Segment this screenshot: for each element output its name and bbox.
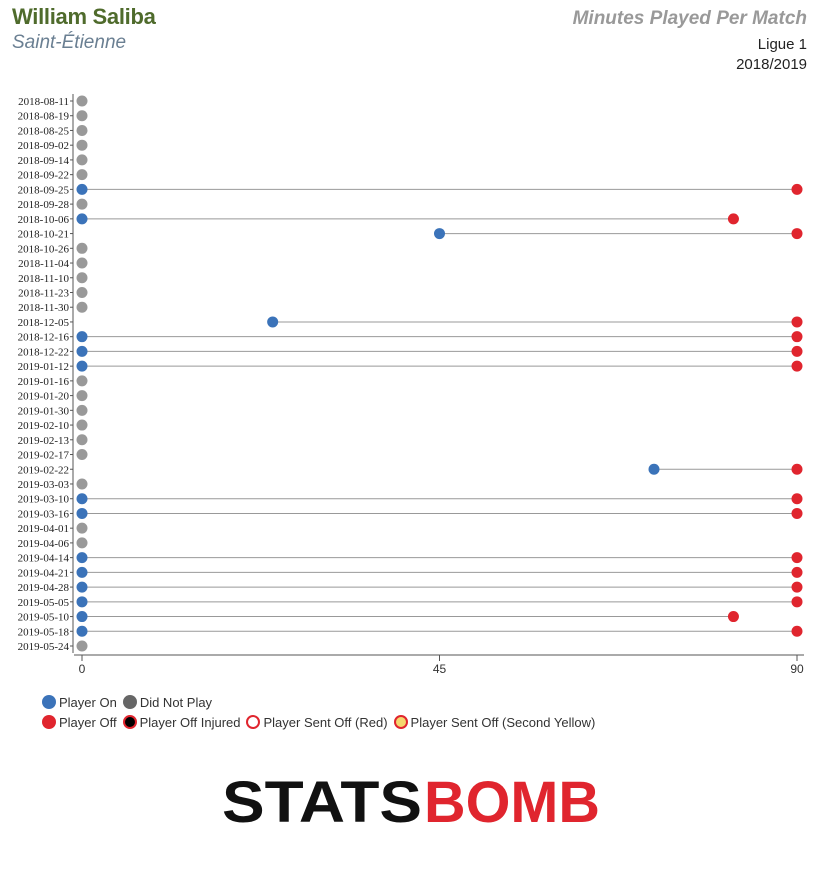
y-tick-label: 2018-11-23	[18, 287, 69, 300]
did-not-play-point	[77, 449, 88, 460]
player-off-point	[792, 508, 803, 519]
y-tick-label: 2019-05-18	[17, 626, 69, 639]
statsbomb-logo	[222, 772, 602, 828]
player-off-point	[792, 567, 803, 578]
did-not-play-point	[77, 478, 88, 489]
player-on-point	[77, 596, 88, 607]
y-tick-label: 2019-04-06	[17, 537, 69, 550]
player-on-point	[77, 213, 88, 224]
y-tick-label: 2019-02-13	[17, 434, 69, 447]
y-tick-label: 2018-12-05	[17, 316, 69, 329]
y-tick-label: 2019-03-16	[17, 508, 69, 521]
player-on-point	[77, 361, 88, 372]
did-not-play-point	[77, 641, 88, 652]
player-off-point	[792, 228, 803, 239]
y-tick-label: 2019-05-10	[17, 611, 69, 624]
y-tick-label: 2018-12-16	[17, 331, 69, 344]
y-tick-label: 2019-03-03	[17, 478, 69, 491]
legend-item-did-not-play	[123, 695, 212, 710]
player-on-point	[434, 228, 445, 239]
legend-label: Player On	[59, 694, 117, 710]
did-not-play-point	[77, 420, 88, 431]
player-on-point	[77, 493, 88, 504]
legend-label: Did Not Play	[139, 694, 213, 710]
team-name: Saint-Étienne	[12, 32, 127, 53]
player-off-point	[792, 493, 803, 504]
legend-item-sent-off-second-yellow	[394, 715, 596, 730]
y-tick-label: 2018-10-26	[17, 243, 69, 256]
player-off-swatch-icon	[42, 715, 56, 729]
sent-off-second-yellow-swatch-icon	[394, 715, 408, 729]
did-not-play-point	[77, 405, 88, 416]
legend-item-player-off-injured	[123, 715, 241, 730]
y-tick-label: 2019-04-01	[17, 523, 69, 536]
y-tick-label: 2018-09-02	[17, 140, 69, 153]
player-on-point	[267, 316, 278, 327]
legend-item-sent-off-red	[246, 715, 387, 730]
did-not-play-point	[77, 537, 88, 548]
did-not-play-point	[77, 302, 88, 313]
player-on-point	[77, 582, 88, 593]
player-on-swatch-icon	[42, 695, 56, 709]
player-on-point	[77, 346, 88, 357]
y-tick-label: 2018-09-28	[17, 199, 69, 212]
player-off-point	[792, 316, 803, 327]
y-tick-label: 2018-11-10	[18, 272, 69, 285]
y-tick-label: 2019-01-20	[17, 390, 69, 403]
did-not-play-point	[77, 199, 88, 210]
y-tick-label: 2019-05-05	[17, 596, 69, 609]
did-not-play-point	[77, 243, 88, 254]
did-not-play-point	[77, 125, 88, 136]
y-tick-label: 2018-09-14	[17, 154, 69, 167]
y-tick-label: 2019-01-16	[17, 375, 69, 388]
chart-title: Minutes Played Per Match	[572, 8, 807, 29]
y-tick-label: 2019-04-28	[17, 582, 69, 595]
did-not-play-point	[77, 154, 88, 165]
player-on-point	[77, 552, 88, 563]
player-off-point	[792, 552, 803, 563]
y-tick-label: 2018-11-04	[18, 258, 69, 271]
did-not-play-point	[77, 375, 88, 386]
player-off-point	[792, 331, 803, 342]
legend-label: Player Off	[59, 714, 117, 730]
legend-item-player-on	[42, 695, 117, 710]
player-off-point	[792, 626, 803, 637]
player-off-point	[792, 596, 803, 607]
competition-label: Ligue 1	[757, 36, 807, 53]
player-on-point	[77, 508, 88, 519]
y-tick-label: 2019-01-12	[17, 361, 69, 374]
y-tick-label: 2018-09-22	[17, 169, 69, 182]
y-tick-label: 2018-08-25	[17, 125, 69, 138]
legend-label: Player Sent Off (Red)	[263, 714, 388, 730]
y-tick-label: 2018-08-19	[17, 110, 69, 123]
legend	[42, 692, 601, 732]
legend-label: Player Off Injured	[139, 714, 241, 730]
legend-item-player-off	[42, 715, 117, 730]
y-tick-label: 2018-09-25	[17, 184, 69, 197]
y-tick-label: 2019-01-30	[17, 405, 69, 418]
did-not-play-point	[77, 96, 88, 107]
y-tick-label: 2019-03-10	[17, 493, 69, 506]
player-on-point	[77, 184, 88, 195]
x-tick-label: 45	[432, 662, 447, 676]
player-on-point	[649, 464, 660, 475]
did-not-play-point	[77, 258, 88, 269]
player-off-point	[792, 361, 803, 372]
did-not-play-point	[77, 272, 88, 283]
did-not-play-point	[77, 140, 88, 151]
y-tick-label: 2019-02-22	[17, 464, 69, 477]
did-not-play-point	[77, 169, 88, 180]
did-not-play-point	[77, 390, 88, 401]
player-off-point	[792, 346, 803, 357]
y-tick-label: 2019-04-14	[17, 552, 69, 565]
player-name: William Saliba	[12, 4, 156, 29]
season-label: 2018/2019	[736, 56, 807, 73]
y-tick-label: 2019-02-10	[17, 420, 69, 433]
logo-left-text: STATS	[222, 772, 422, 828]
y-tick-label: 2018-10-21	[17, 228, 69, 241]
did-not-play-point	[77, 287, 88, 298]
player-on-point	[77, 331, 88, 342]
y-tick-label: 2018-11-30	[18, 302, 69, 315]
y-tick-label: 2018-10-06	[17, 213, 69, 226]
y-tick-label: 2019-02-17	[17, 449, 69, 462]
y-tick-label: 2018-12-22	[17, 346, 69, 359]
player-on-point	[77, 611, 88, 622]
did-not-play-point	[77, 110, 88, 121]
y-tick-label: 2019-05-24	[17, 641, 69, 654]
player-off-point	[728, 611, 739, 622]
x-tick-label: 90	[790, 662, 804, 676]
player-off-point	[792, 582, 803, 593]
did-not-play-point	[77, 523, 88, 534]
logo-right-text: BOMB	[424, 772, 600, 828]
did-not-play-point	[77, 434, 88, 445]
player-off-point	[728, 213, 739, 224]
player-off-point	[792, 464, 803, 475]
player-on-point	[77, 567, 88, 578]
player-on-point	[77, 626, 88, 637]
x-tick-label: 0	[78, 662, 86, 676]
sent-off-red-swatch-icon	[246, 715, 260, 729]
y-tick-label: 2018-08-11	[18, 96, 69, 108]
player-off-injured-swatch-icon	[123, 715, 137, 729]
did-not-play-swatch-icon	[123, 695, 137, 709]
y-tick-label: 2019-04-21	[17, 567, 69, 580]
player-off-point	[792, 184, 803, 195]
legend-label: Player Sent Off (Second Yellow)	[410, 714, 596, 730]
